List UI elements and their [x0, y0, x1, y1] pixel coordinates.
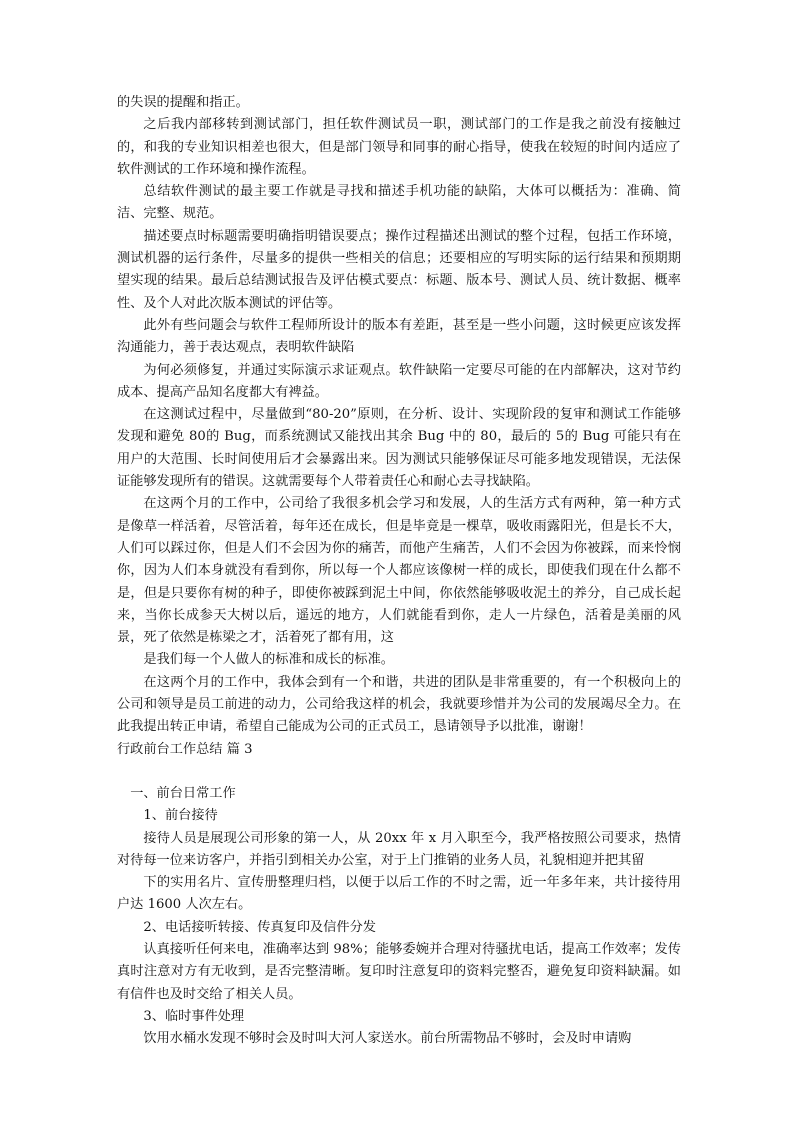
section-title: 行政前台工作总结 篇 3 — [117, 741, 253, 757]
paragraph-8: 在这两个月的工作中，公司给了我很多机会学习和发展，人的生活方式有两种，第一种方式是像草一样活着，尽管活着，每年还在成长，但是毕竟是一棵草，吸收雨露阳光，但是长不大，人们可以踩过你，但是人们不会因为你的痛苦，而他产生痛苦，人们不会因为你被踩，而来怜悯你，因为人们本身就没有看到你，所以每一个人都应该像树一样的成长，即使我们现在什么都不是，但是只要你有树的种子，即使你被踩到泥土中间，你依然能够吸收泥土的养分，自己成长起来，当你长成参天大树以后，遥远的地方，人们就能看到你，走人一片绿色，活着是美丽的风景，死了依然是栋梁之才，活着死了都有用，这 — [117, 496, 681, 646]
paragraph-2: 之后我内部移转到测试部门，担任软件测试员一职，测试部门的工作是我之前没有接触过的，和我的专业知识相差也很大，但是部门领导和同事的耐心指导，使我在较短的时间内适应了软件测试的工作环境和操作流程。 — [117, 117, 681, 177]
blank-line — [117, 761, 681, 783]
document-page — [117, 92, 681, 1050]
paragraph-phone-fax: 认真接听任何来电，准确率达到 98%；能够委婉并合理对待骚扰电话，提高工作效率；发传真时注意对方有无收到，是否完整清晰。复印时注意复印的资料完整否，避免复印资料缺漏。如有信件也及时交给了相关人员。 — [117, 941, 681, 1002]
paragraph-reception-1: 接待人员是展现公司形象的第一人，从 20xx 年 x 月入职至今，我严格按照公司要求，热情对待每一位来访客户，并指引到相关办公室，对于上门推销的业务人员，礼貌相迎并把其留 — [117, 830, 681, 868]
paragraph-reception-2: 下的实用名片、宣传册整理归档，以便于以后工作的不时之需，近一年多年来，共计接待用户达 1600 人次左右。 — [117, 875, 681, 913]
paragraph-9: 是我们每一个人做人的标准和成长的标准。 — [143, 652, 394, 668]
paragraph-5: 此外有些问题会与软件工程师所设计的版本有差距，甚至是一些小问题，这时候更应该发挥沟通能力，善于表达观点，表明软件缺陷 — [117, 317, 681, 356]
heading-daily-work: 一、前台日常工作 — [130, 785, 236, 801]
subheading-incidents: 3、临时事件处理 — [143, 1008, 245, 1024]
paragraph-6: 为何必须修复，并通过实际演示求证观点。软件缺陷一定要尽可能的在内部解决，这对节约成本、提高产品知名度都大有裨益。 — [117, 362, 681, 400]
paragraph-7: 在这测试过程中，尽量做到“80-20”原则，在分析、设计、实现阶段的复审和测试工作能够发现和避免 80的 Bug，而系统测试又能找出其余 Bug 中的 80，最后的 5的 Bug 可能只有在用户的大范围、长时间使用后才会暴露出来。因为测试只能够保证尽可能多地发现错误，无法保证能够发现所有的错误。这就需要每个人带着责任心和耐心去寻找缺陷。 — [117, 407, 681, 490]
paragraph-1: 的失误的提醒和指正。 — [117, 95, 249, 110]
paragraph-3: 总结软件测试的最主要工作就是寻找和描述手机功能的缺陷，大体可以概括为：准确、简洁、完整、规范。 — [117, 184, 681, 222]
paragraph-incidents: 饮用水桶水发现不够时会及时叫大河人家送水。前台所需物品不够时，会及时申请购 — [143, 1031, 632, 1047]
subheading-phone-fax: 2、电话接听转接、传真复印及信件分发 — [143, 919, 376, 935]
paragraph-4: 描述要点时标题需要明确指明错误要点；操作过程描述出测试的整个过程，包括工作环境，测试机器的运行条件，尽量多的提供一些相关的信息；还要相应的写明实际的运行结果和预期期望实现的结果。最后总结测试报告及评估模式要点：标题、版本号、测试人员、统计数据、概率性、及个人对此次版本测试的评估等。 — [117, 228, 681, 311]
subheading-reception: 1、前台接待 — [143, 808, 218, 824]
paragraph-10: 在这两个月的工作中，我体会到有一个和谐，共进的团队是非常重要的，有一个积极向上的公司和领导是员工前进的动力，公司给我这样的机会，我就要珍惜并为公司的发展竭尽全力。在此我提出转正申请，希望自己能成为公司的正式员工，恳请领导予以批准，谢谢！ — [117, 674, 681, 735]
